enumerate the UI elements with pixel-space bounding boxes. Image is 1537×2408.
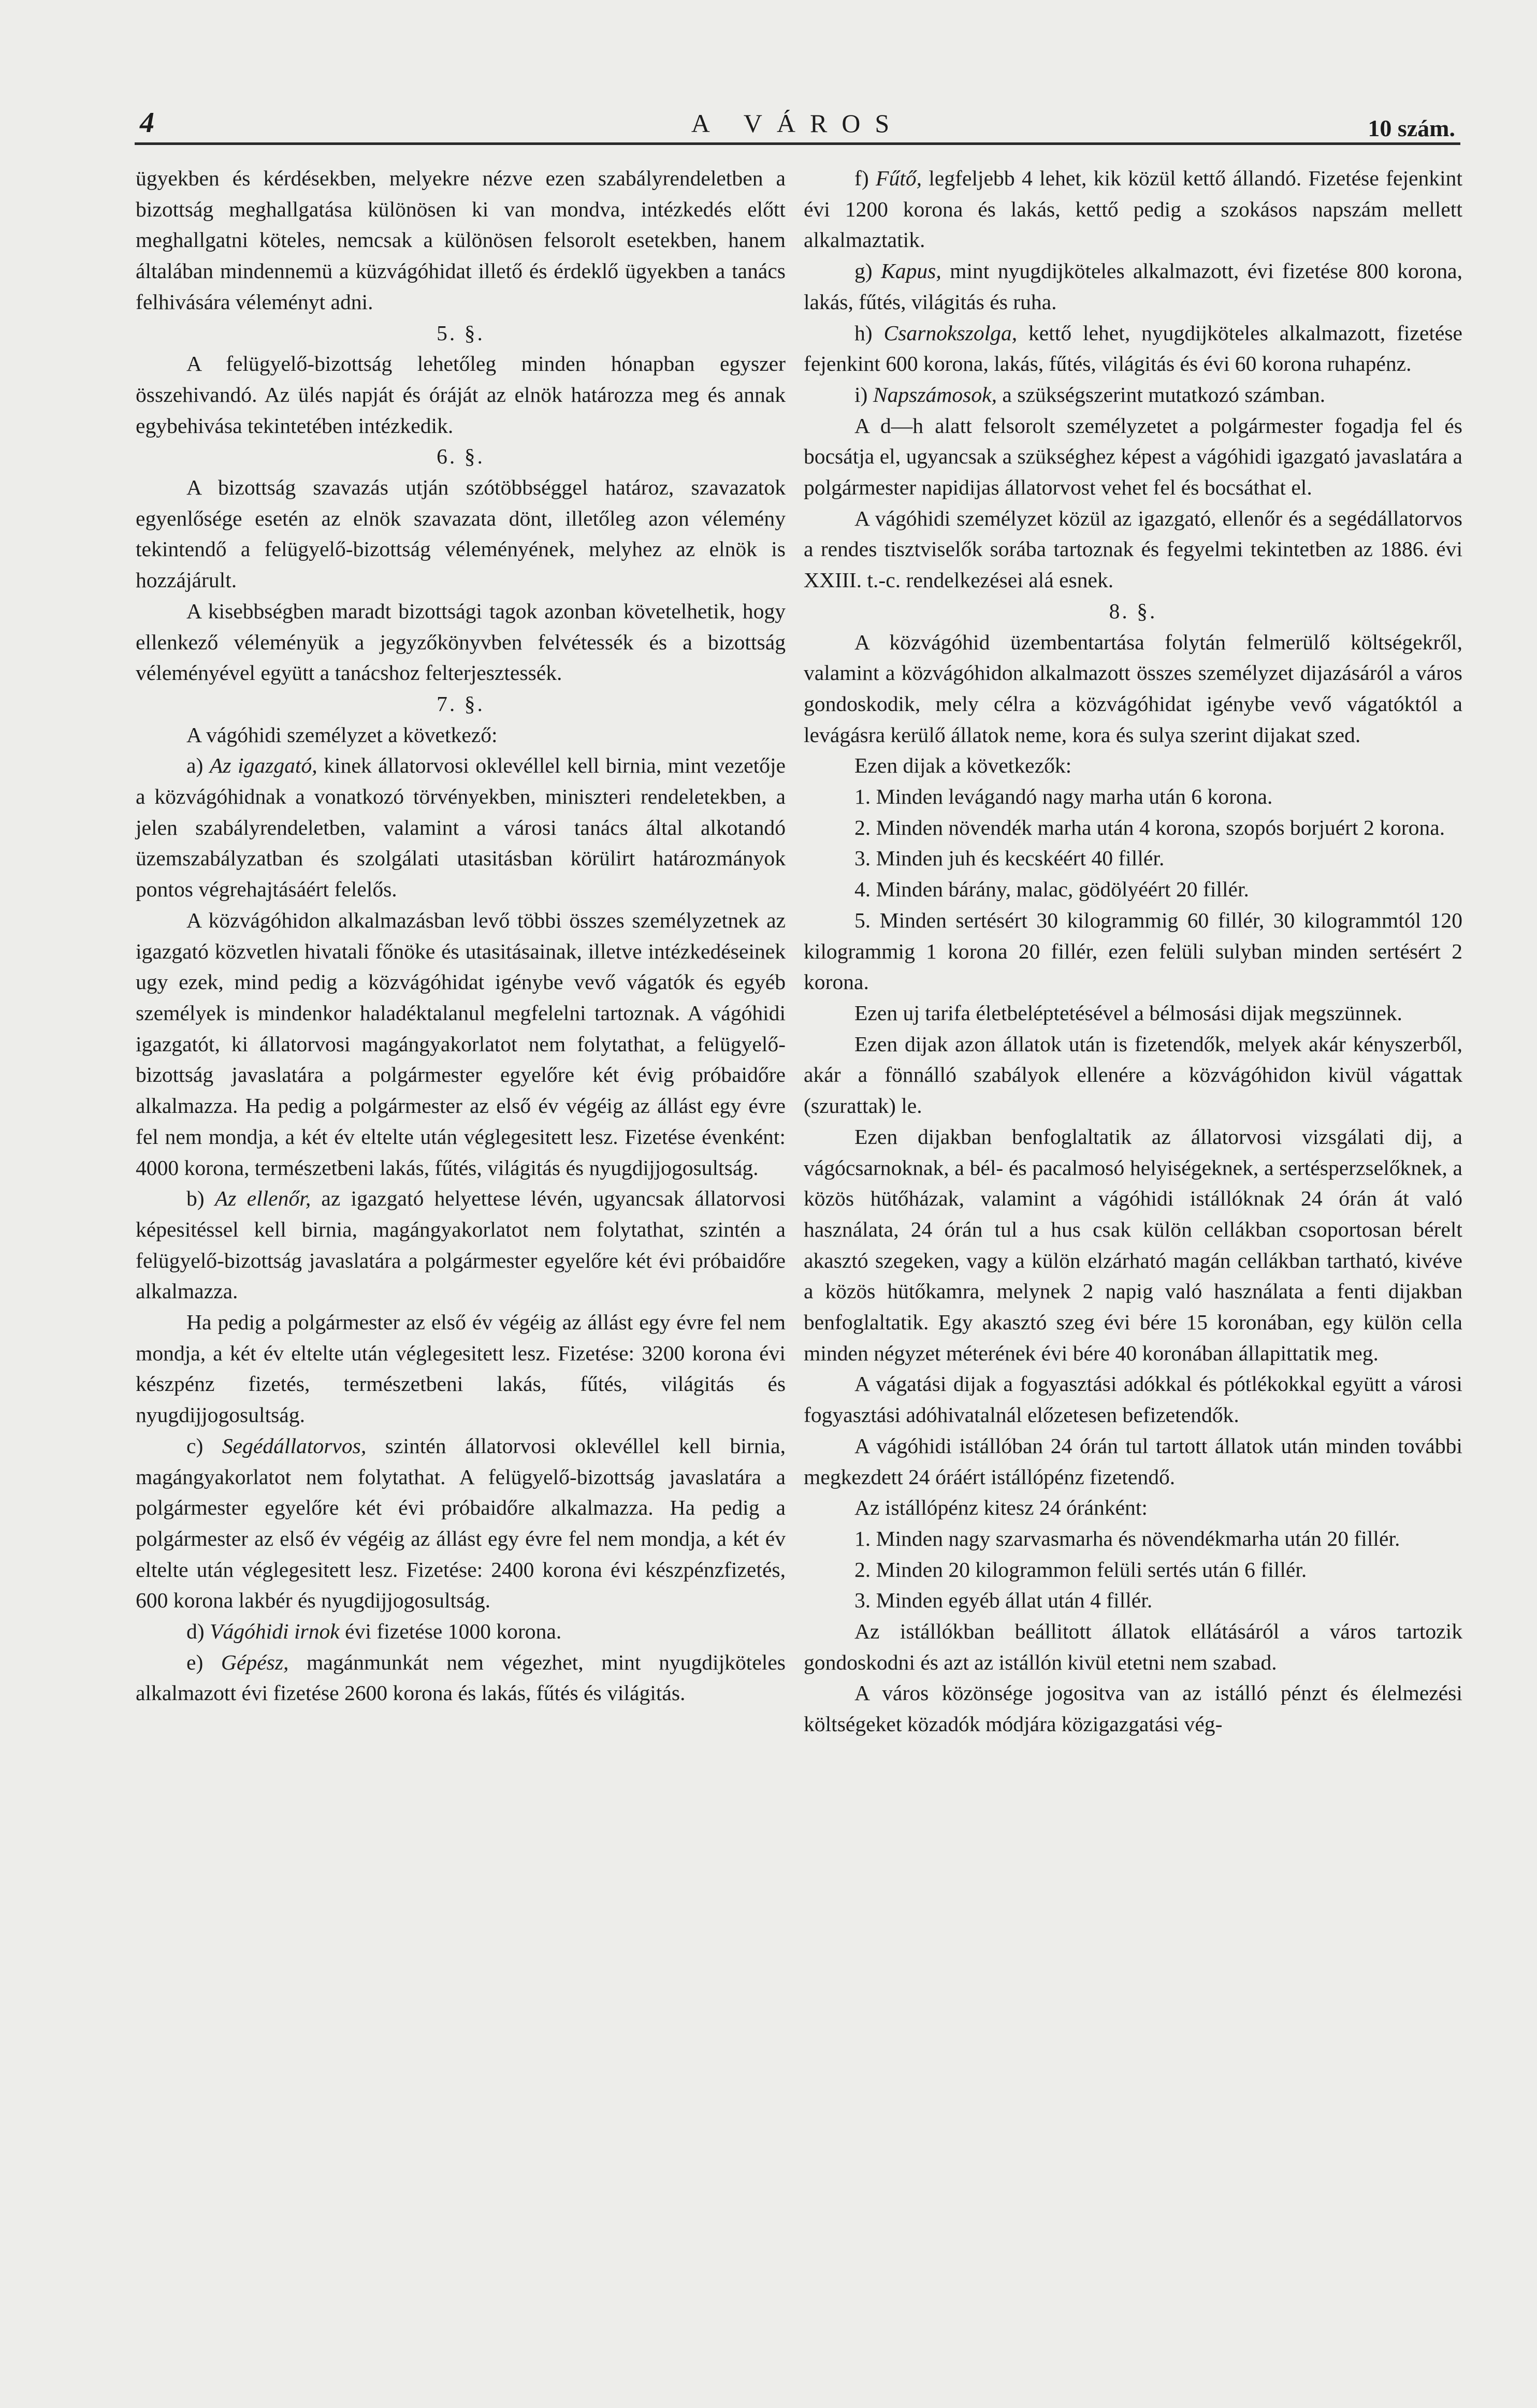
item-text: az igazgató helyettese lévén, ugyancsak állatorvosi képesitéssel kell birnia, magángyakorlatot nem folytathat, szintén a felügyelő-bizottság javaslatára a polgármester egyelőre két évi próbaidőre alkalmazza. — [136, 1186, 786, 1303]
page-header — [135, 101, 1460, 145]
item-text: szintén állatorvosi oklevéllel kell birnia, magángyakorlatot nem folytathat. A felügyelő-bizottság javaslatára a polgármester egyelőre két évi próbaidőre alkalmazza. Ha pedig a polgármester az első év végéig az állást egy évre fel nem mondja, a két év eltelte után véglegesitett lesz. Fizetése: 2400 korona évi készpénzfizetés, 600 korona lakbér és nyugdijjogosultság. — [136, 1433, 786, 1613]
item-label: f) — [854, 166, 869, 190]
item-text: a szükségszerint mutatkozó számban. — [1002, 382, 1326, 407]
item-text: kinek állatorvosi oklevéllel kell birnia, mint vezetője a közvágóhidnak a vonatkozó törvényekben, miniszteri rendeletekben, a jelen szabályrendeletben, valamint a városi tanács által alkotandó üzemszabályzatban és szolgálati utasitásban körülirt határozmányok pontos végrehajtásáért felelős. — [136, 753, 786, 902]
paragraph: A vágóhidi istállóban 24 órán tul tartott állatok után minden további megkezdett 24 óráért istállópénz fizetendő. — [804, 1433, 1462, 1489]
item-title: Gépész, — [221, 1650, 289, 1674]
staff-item-f — [804, 163, 1462, 256]
item-label: b) — [186, 1186, 205, 1211]
paragraph: Ha pedig a polgármester az első év végéig az állást egy évre fel nem mondja, a két év eltelte után véglegesitett lesz. Fizetése: 3200 korona évi készpénz fizetés, természetbeni lakás, fűtés, világitás és nyugdijjogosultság. — [136, 1310, 786, 1427]
right-column — [804, 163, 1462, 1740]
item-text: évi fizetése 1000 korona. — [345, 1619, 562, 1644]
item-title: Csarnokszolga, — [883, 321, 1018, 345]
section-heading: 6. §. — [437, 444, 485, 469]
paragraph: Az istállókban beállitott állatok ellátásáról a város tartozik gondoskodni és azt az istállón kivül etetni nem szabad. — [804, 1619, 1462, 1674]
staff-item-h — [804, 318, 1462, 380]
item-title: Az ellenőr, — [214, 1186, 311, 1211]
section-heading: 5. §. — [437, 321, 485, 345]
paragraph: A vágatási dijak a fogyasztási adókkal és pótlékokkal együtt a városi fogyasztási adóhivatalnál előzetesen befizetendők. — [804, 1372, 1462, 1427]
stable-fee-item: 2. Minden 20 kilogrammon felüli sertés után 6 fillér. — [854, 1557, 1307, 1582]
item-title: Napszámosok, — [873, 382, 997, 407]
fee-item: 5. Minden sertésért 30 kilogrammig 60 fillér, 30 kilogrammtól 120 kilogrammig 1 korona 20 fillér, ezen felüli sulyban minden sertésért 2 korona. — [804, 908, 1462, 994]
item-title: Kapus, — [881, 259, 941, 283]
left-column — [136, 163, 786, 1709]
paragraph: Ezen dijakban benfoglaltatik az állatorvosi vizsgálati dij, a vágócsarnoknak, a bél- és pacalmosó helyiségeknek, a sertésperzselőknek, a közös hütőházak, valamint a vágóhidi istállóknak 24 órán át való használata, 24 órán tul a hus csak külön cellákban csoportosan bérelt akasztó szegeken, vagy a külön elzárható magán cellákban tartható, kivéve a közös hütőkamra, melynek 2 napig való használata a fenti dijakban benfoglaltatik. Egy akasztó szeg évi bére 15 koronában, egy külön cella minden négyzet méterének évi bére 40 koronában állapittatik meg. — [804, 1124, 1462, 1365]
item-label: i) — [854, 382, 868, 407]
section-heading: 8. §. — [1109, 599, 1157, 623]
item-title: Fűtő, — [876, 166, 922, 190]
staff-item-c — [136, 1431, 786, 1616]
paragraph: Ezen uj tarifa életbeléptetésével a bélmosási dijak megszünnek. — [854, 1000, 1402, 1025]
paragraph: A közvágóhid üzembentartása folytán felmerülő költségekről, valamint a közvágóhidon alkalmazott összes személyzet dijazásáról a város gondoskodik, mely célra a közvágóhidat igénybe vevő vágatóktól a levágásra kerülő állatok neme, kora és sulya szerint dijakat szed. — [804, 630, 1462, 747]
issue-number: 10 szám. — [1368, 115, 1455, 141]
item-label: a) — [186, 753, 204, 778]
publication-title: A VÁROS — [691, 109, 904, 138]
section-heading: 7. §. — [437, 691, 485, 716]
paragraph: Ezen dijak a következők: — [854, 753, 1072, 778]
fee-item: 3. Minden juh és kecskéért 40 fillér. — [854, 846, 1165, 871]
paragraph: A vágóhidi személyzet a következő: — [186, 722, 498, 747]
item-text: kettő lehet, nyugdijköteles alkalmazott, fizetése fejenkint 600 korona, lakás, fűtés, világitás és évi 60 korona ruhapénz. — [804, 321, 1462, 376]
stable-fee-item: 1. Minden nagy szarvasmarha és növendékmarha után 20 fillér. — [854, 1526, 1400, 1550]
fee-item: 2. Minden növendék marha után 4 korona, szopós borjuért 2 korona. — [854, 815, 1445, 839]
paragraph: ügyekben és kérdésekben, melyekre nézve ezen szabályrendeletben a bizottság meghallgatása különösen ki van mondva, intézkedés előtt meghallgatni köteles, nemcsak a különösen felsorolt esetekben, hanem általában mindennemü a küzvágóhidat illető és érdeklő ügyekben a tanács felhivására véleményt adni. — [136, 166, 786, 314]
page-number: 4 — [140, 107, 154, 139]
staff-item-g — [804, 256, 1462, 317]
staff-item-b — [136, 1183, 786, 1307]
paragraph: Ezen dijak azon állatok után is fizetendők, melyek akár kényszerből, akár a fönnálló szabályok ellenére a közvágóhidon kivül vágattak (szurattak) le. — [804, 1032, 1462, 1118]
item-label: d) — [186, 1619, 205, 1644]
staff-item-e — [136, 1647, 786, 1709]
paragraph: Az istállópénz kitesz 24 óránként: — [854, 1496, 1148, 1520]
item-text: magánmunkát nem végezhet, mint nyugdijköteles alkalmazott évi fizetése 2600 korona és lakás, fűtés és világitás. — [136, 1650, 786, 1705]
fee-item: 1. Minden levágandó nagy marha után 6 korona. — [854, 785, 1273, 809]
item-label: c) — [186, 1433, 204, 1458]
item-title: Segédállatorvos, — [222, 1433, 367, 1458]
paragraph: A d—h alatt felsorolt személyzetet a polgármester fogadja fel és bocsátja el, ugyancsak a szükséghez képest a vágóhidi igazgató javaslatára a polgármester napidijas állatorvost vehet fel és bocsáthat el. — [804, 413, 1462, 500]
paragraph: A kisebbségben maradt bizottsági tagok azonban követelhetik, hogy ellenkező véleményük a jegyzőkönyvben felvétessék és a bizottság véleményével együtt a tanácshoz felterjesztessék. — [136, 599, 786, 685]
stable-fee-item: 3. Minden egyéb állat után 4 fillér. — [854, 1588, 1153, 1613]
item-text: mint nyugdijköteles alkalmazott, évi fizetése 800 korona, lakás, fűtés, világitás és ruha. — [804, 259, 1463, 314]
staff-item-a — [136, 750, 786, 905]
fee-item: 4. Minden bárány, malac, gödölyéért 20 fillér. — [854, 877, 1249, 902]
item-title: Vágóhidi irnok — [210, 1619, 340, 1644]
paragraph: A bizottság szavazás utján szótöbbséggel határoz, szavazatok egyenlősége esetén az elnök szavazata dönt, illetőleg azon vélemény tekintendő a felügyelő-bizottság véleményének, melyhez az elnök is hozzájárult. — [136, 475, 786, 592]
item-label: h) — [854, 321, 873, 345]
item-title: Az igazgató, — [209, 753, 317, 778]
item-text: legfeljebb 4 lehet, kik közül kettő állandó. Fizetése fejenkint évi 1200 korona és lakás, kettő pedig a szokásos napszám mellett alkalmaztatik. — [804, 166, 1463, 252]
paragraph: A felügyelő-bizottság lehetőleg minden hónapban egyszer összehivandó. Az ülés napját és óráját az elnök határozza meg és annak egybehivása tekintetében intézkedik. — [136, 352, 786, 438]
paragraph: A város közönsége jogositva van az istálló pénzt és élelmezési költségeket közadók módjára közigazgatási vég- — [804, 1681, 1462, 1736]
item-label: e) — [186, 1650, 204, 1674]
paragraph: A vágóhidi személyzet közül az igazgató, ellenőr és a segédállatorvos a rendes tisztviselők sorába tartoznak és fegyelmi tekintetben az 1886. évi XXIII. t.-c. rendelkezései alá esnek. — [804, 506, 1462, 592]
item-label: g) — [854, 259, 873, 283]
staff-item-d — [136, 1616, 786, 1647]
paragraph: A közvágóhidon alkalmazásban levő többi összes személyzetnek az igazgató közvetlen hivatali főnöke és utasitásainak, illetve intézkedéseinek ugy ezek, mind pedig a közvágóhidat igénybe vevő vágatók és egyéb személyek is mindenkor haladéktalanul megfelelni tartoznak. A vágóhidi igazgatót, ki állatorvosi magángyakorlatot nem folytathat, a felügyelő-bizottság javaslatára a polgármester egyelőre két évig próbaidőre alkalmazza. Ha pedig a polgármester az első év végéig az állást egy évre fel nem mondja, a két év eltelte után véglegesitett lesz. Fizetése évenként: 4000 korona, természetbeni lakás, fűtés, világitás és nyugdijjogosultság. — [136, 908, 786, 1180]
staff-item-i — [804, 380, 1462, 411]
